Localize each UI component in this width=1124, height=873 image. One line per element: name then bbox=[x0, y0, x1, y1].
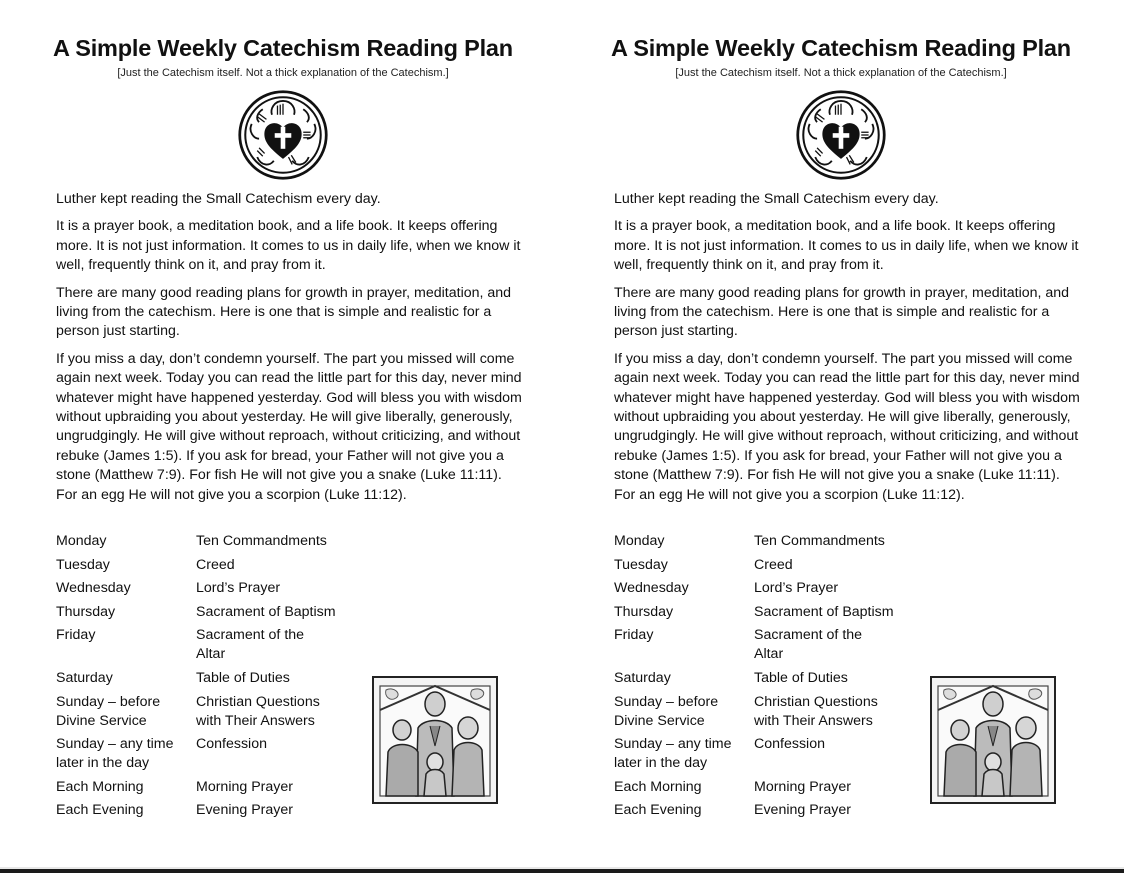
paragraph: There are many good reading plans for growth in prayer, meditation, and living from the catechism. Here is one that is simple and realistic for a person just starting. bbox=[614, 284, 1070, 340]
schedule-row bbox=[56, 603, 366, 622]
schedule-row bbox=[56, 778, 366, 797]
schedule-day: Sunday – any time later in the day bbox=[614, 736, 732, 772]
schedule-day: Saturday bbox=[56, 669, 113, 686]
schedule-row bbox=[614, 532, 924, 551]
schedule-row bbox=[614, 603, 924, 622]
schedule-reading: Table of Duties bbox=[196, 669, 290, 686]
schedule-day: Monday bbox=[614, 533, 665, 549]
schedule-row bbox=[56, 532, 366, 551]
schedule-reading: Confession bbox=[196, 736, 267, 753]
schedule-row bbox=[56, 556, 366, 575]
schedule-day: Each Morning bbox=[614, 778, 702, 795]
schedule-day: Monday bbox=[56, 533, 107, 549]
schedule-day: Sunday – any time later in the day bbox=[56, 736, 174, 772]
schedule-row bbox=[56, 669, 366, 688]
schedule-reading: Ten Commandments bbox=[754, 533, 885, 549]
schedule-row bbox=[614, 778, 924, 797]
schedule-day: Tuesday bbox=[56, 556, 110, 573]
page-subtitle: [Just the Catechism itself. Not a thick explanation of the Catechism.] bbox=[675, 67, 1007, 79]
reading-schedule bbox=[56, 532, 366, 825]
schedule-day: Saturday bbox=[614, 669, 671, 686]
schedule-reading: Morning Prayer bbox=[754, 778, 851, 795]
schedule-day: Each Morning bbox=[56, 778, 144, 795]
schedule-day: Wednesday bbox=[614, 580, 689, 597]
schedule-reading: Sacrament of the Altar bbox=[196, 627, 305, 663]
schedule-reading: Lord’s Prayer bbox=[196, 580, 281, 597]
schedule-reading: Table of Duties bbox=[754, 669, 848, 686]
schedule-day: Friday bbox=[56, 627, 96, 644]
schedule-reading: Christian Questions with Their Answers bbox=[754, 693, 878, 729]
schedule-day: Each Evening bbox=[614, 802, 702, 819]
schedule-reading: Confession bbox=[754, 736, 825, 753]
schedule-row bbox=[56, 579, 366, 598]
paragraph: There are many good reading plans for growth in prayer, meditation, and living from the catechism. Here is one that is simple and realistic for a person just starting. bbox=[56, 284, 512, 340]
schedule-reading: Ten Commandments bbox=[196, 533, 327, 549]
schedule-reading: Morning Prayer bbox=[196, 778, 293, 795]
schedule-reading: Christian Questions with Their Answers bbox=[196, 693, 320, 729]
paragraph: If you miss a day, don’t condemn yourself. The part you missed will come again next week. Today you can read the little part for this day, never mind whatever might have happened yesterday. God will bless you with wisdom without upbraiding you about yesterday. He will give liberally, generously, ungrudgingly. He will give without reproach, without criticizing, and without rebuke (James 1:5). If you ask for bread, your Father will not give you a stone (Matthew 7:9). For fish He will not give you a snake (Luke 11:11). For an egg He will not give you a scorpion (Luke 11:12). bbox=[56, 350, 522, 503]
schedule-row bbox=[614, 801, 924, 820]
schedule-reading: Sacrament of the Altar bbox=[754, 627, 863, 663]
schedule-row bbox=[614, 669, 924, 688]
page-title: A Simple Weekly Catechism Reading Plan bbox=[53, 35, 513, 61]
schedule-day: Thursday bbox=[56, 603, 116, 620]
schedule-row bbox=[614, 693, 924, 731]
schedule-reading: Lord’s Prayer bbox=[754, 580, 839, 597]
schedule-day: Tuesday bbox=[614, 556, 668, 573]
schedule-reading: Sacrament of Baptism bbox=[196, 603, 336, 620]
schedule-reading: Evening Prayer bbox=[754, 802, 851, 819]
paragraph: If you miss a day, don’t condemn yourself. The part you missed will come again next week. Today you can read the little part for this day, never mind whatever might have happened yesterday. God will bless you with wisdom without upbraiding you about yesterday. He will give liberally, generously, ungrudgingly. He will give without reproach, without criticizing, and without rebuke (James 1:5). If you ask for bread, your Father will not give you a stone (Matthew 7:9). For fish He will not give you a snake (Luke 11:11). For an egg He will not give you a scorpion (Luke 11:12). bbox=[614, 350, 1080, 503]
schedule-row bbox=[56, 735, 366, 773]
schedule-reading: Creed bbox=[196, 556, 235, 573]
schedule-day: Sunday – before Divine Service bbox=[614, 693, 719, 729]
paragraph: Luther kept reading the Small Catechism every day. bbox=[614, 191, 939, 207]
paragraph: It is a prayer book, a meditation book, and a life book. It keeps offering more. It is not just information. It comes to us in daily life, when we know it well, frequently think on it, and pray from it. bbox=[614, 218, 1079, 274]
schedule-reading: Sacrament of Baptism bbox=[754, 603, 894, 620]
schedule-reading: Evening Prayer bbox=[196, 802, 293, 819]
family-prayer-illustration bbox=[930, 676, 1056, 804]
paragraph: Luther kept reading the Small Catechism every day. bbox=[56, 191, 381, 207]
reading-schedule bbox=[614, 532, 924, 825]
schedule-row bbox=[614, 626, 924, 664]
schedule-row bbox=[56, 626, 366, 664]
schedule-row bbox=[614, 579, 924, 598]
paragraph: It is a prayer book, a meditation book, and a life book. It keeps offering more. It is not just information. It comes to us in daily life, when we know it well, frequently think on it, and pray from it. bbox=[56, 218, 521, 274]
schedule-row bbox=[614, 735, 924, 773]
schedule-day: Friday bbox=[614, 627, 654, 644]
intro-text bbox=[614, 190, 1084, 513]
schedule-day: Sunday – before Divine Service bbox=[56, 693, 161, 729]
page-title: A Simple Weekly Catechism Reading Plan bbox=[611, 35, 1071, 61]
schedule-row bbox=[56, 801, 366, 820]
schedule-day: Wednesday bbox=[56, 580, 131, 597]
intro-text bbox=[56, 190, 526, 513]
schedule-day: Each Evening bbox=[56, 802, 144, 819]
schedule-row bbox=[56, 693, 366, 731]
divider bbox=[0, 869, 1124, 873]
family-prayer-illustration bbox=[372, 676, 498, 804]
schedule-reading: Creed bbox=[754, 556, 793, 573]
page-subtitle: [Just the Catechism itself. Not a thick explanation of the Catechism.] bbox=[117, 67, 449, 79]
document-page-right bbox=[558, 0, 1098, 860]
luther-rose-seal-icon bbox=[795, 89, 887, 181]
schedule-day: Thursday bbox=[614, 603, 674, 620]
document-page-left bbox=[0, 0, 540, 860]
schedule-row bbox=[614, 556, 924, 575]
luther-rose-seal-icon bbox=[237, 89, 329, 181]
